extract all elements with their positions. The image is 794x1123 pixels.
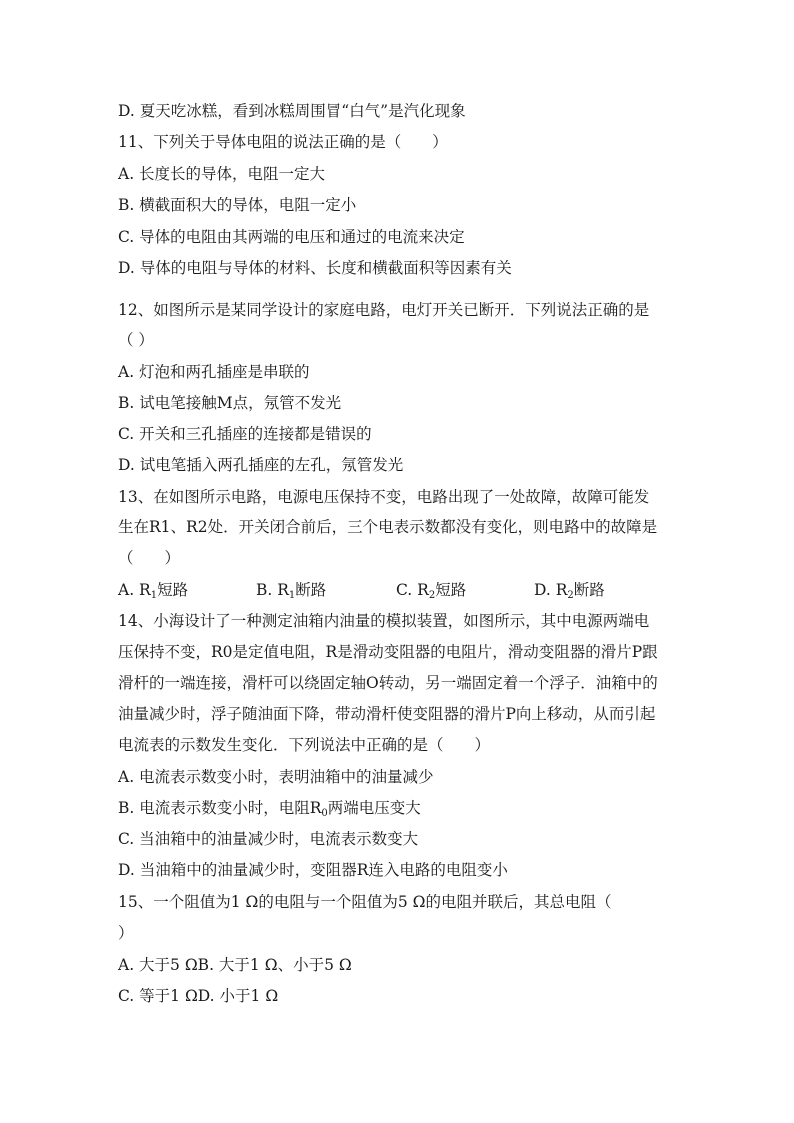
q15-stem-line1: 15、一个阻值为1 Ω的电阻与一个阻值为5 Ω的电阻并联后，其总电阻（ xyxy=(118,893,612,911)
q15-options-cd: C. 等于1 ΩD. 小于1 Ω xyxy=(118,987,279,1005)
q15-stem-line2: ） xyxy=(118,924,134,942)
q12-option-b: B. 试电笔接触M点，氖管不发光 xyxy=(118,394,342,412)
q12-stem-line2: （ ） xyxy=(118,331,154,349)
q14-stem-line1: 14、小海设计了一种测定油箱内油量的模拟装置，如图所示，其中电源两端电 xyxy=(118,612,650,630)
q14-stem-line4: 油量减少时，浮子随油面下降，带动滑杆使变阻器的滑片P向上移动，从而引起 xyxy=(118,705,656,723)
q11-option-a: A. 长度长的导体，电阻一定大 xyxy=(118,165,326,183)
q10-option-d: D. 夏天吃冰糕，看到冰糕周围冒“白气”是汽化现象 xyxy=(118,102,466,120)
q12-stem-line1: 12、如图所示是某同学设计的家庭电路，电灯开关已断开．下列说法正确的是 xyxy=(118,301,650,319)
q13-option-d: D. $R_2$断路 xyxy=(534,581,605,601)
q13-stem-line2: 生在R1、R2处．开关闭合前后，三个电表示数都没有变化，则电路中的故障是 xyxy=(118,518,658,536)
q14-option-a: A. 电流表示数变小时，表明油箱中的油量减少 xyxy=(118,768,434,786)
q14-stem-line2: 压保持不变，R0是定值电阻，R是滑动变阻器的电阻片，滑动变阻器的滑片P跟 xyxy=(118,643,658,661)
q14-stem-line3: 滑杆的一端连接，滑杆可以绕固定轴O转动，另一端固定着一个浮子．油箱中的 xyxy=(118,674,658,692)
q13-option-a: A. $R_1$短路 xyxy=(118,581,189,601)
q15-options-ab: A. 大于5 ΩB. 大于1 Ω、小于5 Ω xyxy=(118,956,352,974)
q11-option-c: C. 导体的电阻由其两端的电压和通过的电流来决定 xyxy=(118,228,465,246)
q12-option-a: A. 灯泡和两孔插座是串联的 xyxy=(118,363,310,381)
q13-stem-line3: （ ） xyxy=(118,549,181,567)
q13-option-c: C. $R_2$短路 xyxy=(396,581,467,601)
q13-option-b: B. $R_1$断路 xyxy=(256,581,327,601)
q14-stem-line5: 电流表的示数发生变化．下列说法中正确的是（ ） xyxy=(118,736,491,754)
q11-option-d: D. 导体的电阻与导体的材料、长度和横截面积等因素有关 xyxy=(118,259,512,277)
q14-option-d: D. 当油箱中的油量减少时，变阻器R连入电路的电阻变小 xyxy=(118,861,508,879)
q14-option-c: C. 当油箱中的油量减少时，电流表示数变大 xyxy=(118,830,419,848)
q11-stem: 11、下列关于导体电阻的说法正确的是（ ） xyxy=(118,133,448,151)
q11-option-b: B. 横截面积大的导体，电阻一定小 xyxy=(118,196,357,214)
q12-option-d: D. 试电笔插入两孔插座的左孔，氖管发光 xyxy=(118,456,404,474)
q14-option-b: B. 电流表示数变小时，电阻$R_0$两端电压变大 xyxy=(118,799,421,819)
q13-stem-line1: 13、在如图所示电路，电源电压保持不变，电路出现了一处故障，故障可能发 xyxy=(118,488,650,506)
q12-option-c: C. 开关和三孔插座的连接都是错误的 xyxy=(118,425,372,443)
